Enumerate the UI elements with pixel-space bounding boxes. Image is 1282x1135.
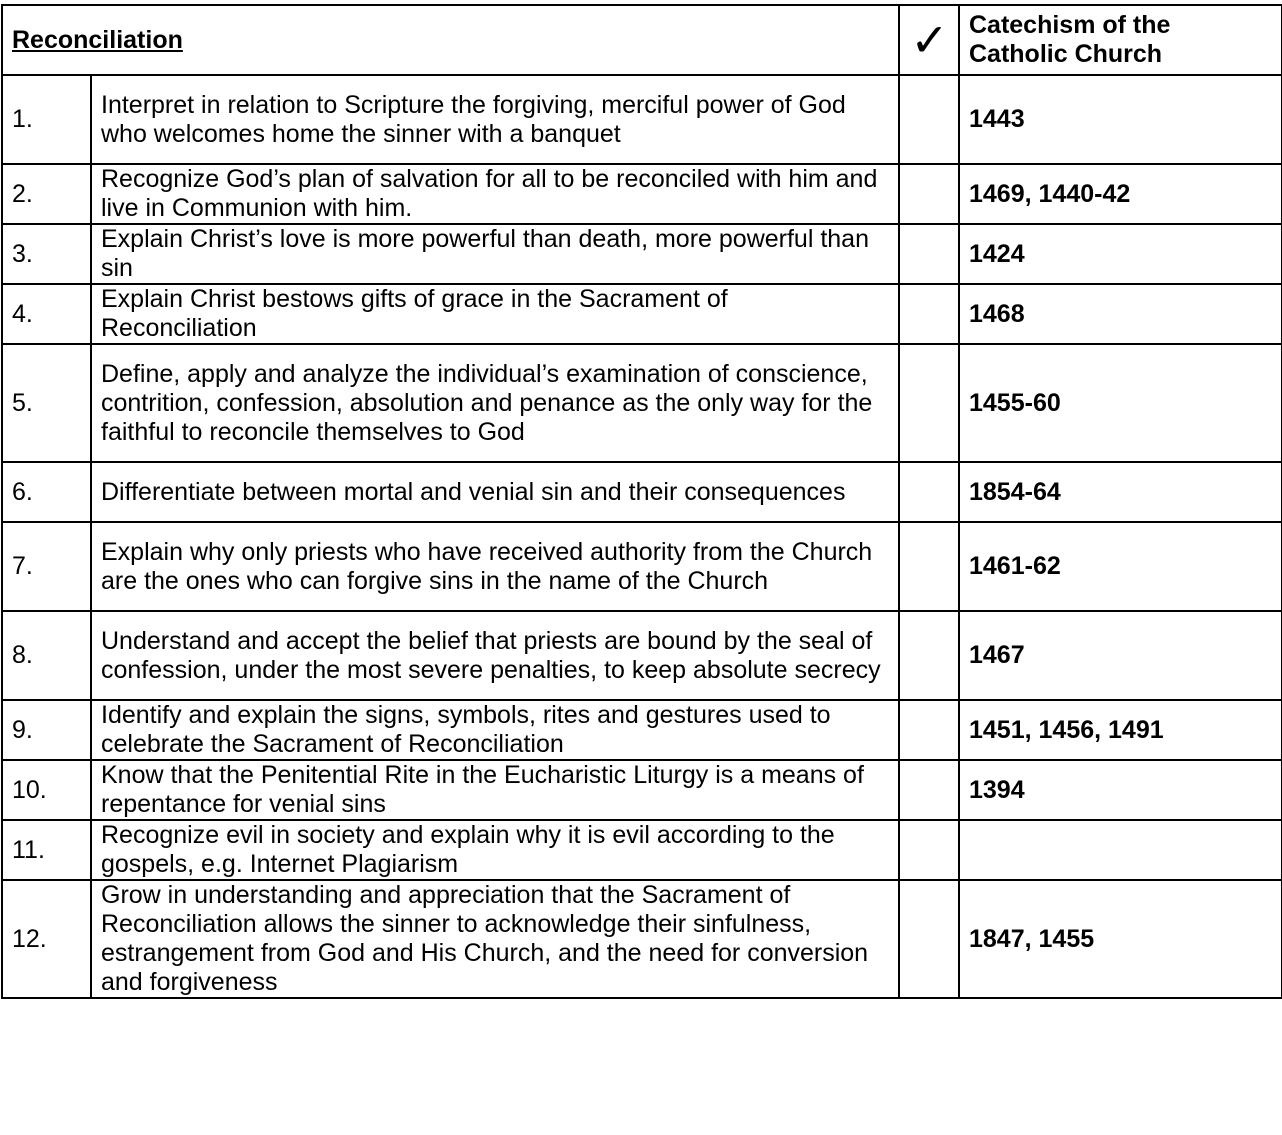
objectives-table xyxy=(1,4,1282,999)
catechism-reference: 1451, 1456, 1491 xyxy=(959,700,1282,760)
table-header-row xyxy=(2,5,1282,75)
check-box[interactable] xyxy=(899,611,959,700)
objective-text: Grow in understanding and appreciation that the Sacrament of Reconciliation allows the sinner to acknowledge their sinfulness, estrangement from God and His Church, and the need for conversion and forgiveness xyxy=(91,880,899,998)
objective-text: Differentiate between mortal and venial sin and their consequences xyxy=(91,462,899,522)
row-number: 7. xyxy=(2,522,91,611)
catechism-reference: 1443 xyxy=(959,75,1282,164)
check-column-header xyxy=(899,5,959,75)
objective-text: Explain why only priests who have received authority from the Church are the ones who can forgive sins in the name of the Church xyxy=(91,522,899,611)
catechism-reference: 1854-64 xyxy=(959,462,1282,522)
row-number: 8. xyxy=(2,611,91,700)
row-number: 6. xyxy=(2,462,91,522)
objective-text: Explain Christ’s love is more powerful than death, more powerful than sin xyxy=(91,224,899,284)
table-row xyxy=(2,611,1282,700)
section-title: Reconciliation xyxy=(12,25,183,54)
table-row xyxy=(2,75,1282,164)
catechism-reference: 1467 xyxy=(959,611,1282,700)
check-box[interactable] xyxy=(899,75,959,164)
table-row xyxy=(2,820,1282,880)
objective-text: Identify and explain the signs, symbols, rites and gestures used to celebrate the Sacrament of Reconciliation xyxy=(91,700,899,760)
row-number: 3. xyxy=(2,224,91,284)
objective-text: Understand and accept the belief that priests are bound by the seal of confession, under the most severe penalties, to keep absolute secrecy xyxy=(91,611,899,700)
table-row xyxy=(2,164,1282,224)
objective-text: Explain Christ bestows gifts of grace in the Sacrament of Reconciliation xyxy=(91,284,899,344)
check-box[interactable] xyxy=(899,284,959,344)
row-number: 11. xyxy=(2,820,91,880)
objective-text: Recognize evil in society and explain why it is evil according to the gospels, e.g. Internet Plagiarism xyxy=(91,820,899,880)
catechism-reference: 1455-60 xyxy=(959,344,1282,462)
check-box[interactable] xyxy=(899,700,959,760)
table-row xyxy=(2,880,1282,998)
row-number: 1. xyxy=(2,75,91,164)
table-row xyxy=(2,700,1282,760)
objective-text: Know that the Penitential Rite in the Eucharistic Liturgy is a means of repentance for venial sins xyxy=(91,760,899,820)
catechism-reference: 1468 xyxy=(959,284,1282,344)
table-row xyxy=(2,760,1282,820)
row-number: 12. xyxy=(2,880,91,998)
check-box[interactable] xyxy=(899,760,959,820)
row-number: 9. xyxy=(2,700,91,760)
check-box[interactable] xyxy=(899,344,959,462)
table-row xyxy=(2,462,1282,522)
catechism-reference xyxy=(959,820,1282,880)
section-title-cell xyxy=(2,5,899,75)
catechism-reference: 1394 xyxy=(959,760,1282,820)
catechism-reference: 1469, 1440-42 xyxy=(959,164,1282,224)
check-box[interactable] xyxy=(899,522,959,611)
row-number: 4. xyxy=(2,284,91,344)
table-row xyxy=(2,224,1282,284)
catechism-reference: 1461-62 xyxy=(959,522,1282,611)
objective-text: Interpret in relation to Scripture the forgiving, merciful power of God who welcomes home the sinner with a banquet xyxy=(91,75,899,164)
check-box[interactable] xyxy=(899,462,959,522)
checkmark-icon: ✓ xyxy=(910,13,949,67)
catechism-reference: 1424 xyxy=(959,224,1282,284)
objective-text: Recognize God’s plan of salvation for all to be reconciled with him and live in Communion with him. xyxy=(91,164,899,224)
table-row xyxy=(2,284,1282,344)
catechism-column-header xyxy=(959,5,1282,75)
check-box[interactable] xyxy=(899,820,959,880)
check-box[interactable] xyxy=(899,224,959,284)
objective-text: Define, apply and analyze the individual’s examination of conscience, contrition, confession, absolution and penance as the only way for the faithful to reconcile themselves to God xyxy=(91,344,899,462)
catechism-header-line2: Catholic Church xyxy=(969,40,1163,68)
check-box[interactable] xyxy=(899,164,959,224)
table-row xyxy=(2,522,1282,611)
catechism-header-line1: Catechism of the xyxy=(969,11,1171,39)
table-row xyxy=(2,344,1282,462)
check-box[interactable] xyxy=(899,880,959,998)
row-number: 5. xyxy=(2,344,91,462)
row-number: 10. xyxy=(2,760,91,820)
catechism-reference: 1847, 1455 xyxy=(959,880,1282,998)
row-number: 2. xyxy=(2,164,91,224)
